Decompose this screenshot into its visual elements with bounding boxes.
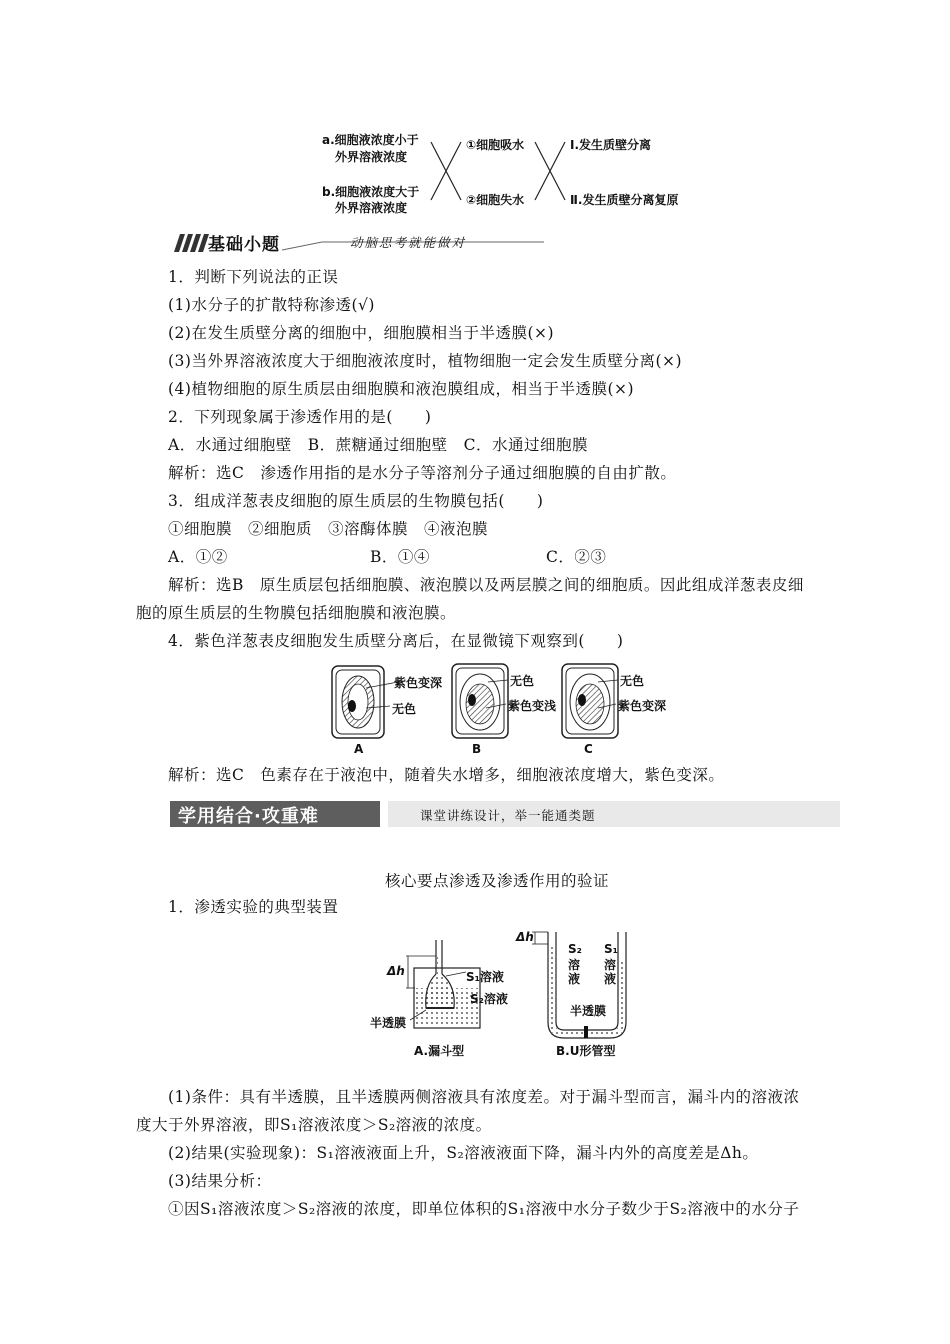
utube-membrane-label: 半透膜	[570, 1004, 607, 1018]
matching-diagram	[315, 128, 695, 218]
cell-a-label-1: 紫色变深	[394, 676, 443, 690]
stripes-icon	[172, 232, 212, 254]
q1-stem: 1．判断下列说法的正误	[168, 268, 339, 286]
utube-s1-2: 溶	[604, 958, 617, 972]
core-title: 核心要点渗透及渗透作用的验证	[385, 872, 610, 890]
q4-analysis: 解析：选C 色素存在于液泡中，随着失水增多，细胞液浓度增大，紫色变深。	[168, 766, 725, 784]
funnel-s2-label: S₂溶液	[470, 992, 508, 1006]
q2-stem: 2．下列现象属于渗透作用的是( )	[168, 408, 432, 426]
cell-a-caption: A	[354, 742, 364, 756]
utube-s2-2: 溶	[568, 958, 581, 972]
cell-b-caption: B	[472, 742, 482, 756]
q3-analysis-1: 解析：选B 原生质层包括细胞膜、液泡膜以及两层膜之间的细胞质。因此组成洋葱表皮细	[168, 576, 804, 594]
q3-items: ①细胞膜 ②细胞质 ③溶酶体膜 ④液泡膜	[168, 520, 489, 538]
q3-option-c: C．②③	[546, 548, 607, 566]
utube-s1-3: 液	[604, 972, 617, 986]
utube-s2-3: 液	[568, 972, 581, 986]
cell-a-label-2: 无色	[392, 702, 417, 716]
q2-options: A．水通过细胞壁 B．蔗糖通过细胞壁 C．水通过细胞膜	[168, 436, 588, 454]
core-c1a: (1)条件：具有半透膜，且半透膜两侧溶液具有浓度差。对于漏斗型而言，漏斗内的溶液浓	[168, 1088, 800, 1106]
section2-title: 学用结合·攻重难	[178, 806, 319, 827]
funnel-caption: A.漏斗型	[414, 1044, 465, 1058]
section2-subtitle: 课堂讲练设计，举一能通类题	[420, 808, 596, 823]
utube-s2-1: S₂	[568, 942, 582, 956]
match-m1: ①细胞吸水	[466, 138, 525, 152]
match-a-line1: a.细胞液浓度小于	[322, 133, 419, 147]
core-c2: (2)结果(实验现象)：S₁溶液液面上升，S₂溶液液面下降，漏斗内外的高度差是Δh。	[168, 1144, 759, 1162]
q1-s4: (4)植物细胞的原生质层由细胞膜和液泡膜组成，相当于半透膜(×)	[168, 380, 635, 398]
match-r2: Ⅱ.发生质壁分离复原	[570, 193, 679, 207]
core-c3: (3)结果分析：	[168, 1172, 272, 1190]
q3-analysis-2: 胞的原生质层的生物膜包括细胞膜和液泡膜。	[136, 604, 457, 622]
section-subtitle: 动脑思考就能做对	[350, 235, 467, 250]
match-r1: Ⅰ.发生质壁分离	[570, 138, 652, 152]
q1-s3: (3)当外界溶液浓度大于细胞液浓度时，植物细胞一定会发生质壁分离(×)	[168, 352, 683, 370]
section-banner-key	[170, 799, 840, 829]
q3-option-b: B．①④	[370, 548, 430, 566]
match-a-line2: 外界溶液浓度	[335, 150, 408, 164]
section-banner-basic	[172, 230, 544, 254]
core-c1b: 度大于外界溶液，即S₁溶液浓度＞S₂溶液的浓度。	[136, 1116, 492, 1134]
q4-stem: 4．紫色洋葱表皮细胞发生质壁分离后，在显微镜下观察到( )	[168, 632, 624, 650]
cell-c-caption: C	[584, 742, 593, 756]
q2-analysis: 解析：选C 渗透作用指的是水分子等溶剂分子通过细胞膜的自由扩散。	[168, 464, 677, 482]
match-b-line1: b.细胞液浓度大于	[322, 185, 420, 199]
funnel-dh-label: Δh	[387, 964, 405, 978]
cell-b-label-1: 无色	[510, 674, 535, 688]
section-title: 基础小题	[208, 235, 280, 255]
funnel-s1-label: S₁溶液	[466, 970, 504, 984]
core-p1: 1．渗透实验的典型装置	[168, 898, 339, 916]
q3-stem: 3．组成洋葱表皮细胞的原生质层的生物膜包括( )	[168, 492, 544, 510]
match-m2: ②细胞失水	[466, 193, 525, 207]
utube-dh-label: Δh	[516, 930, 534, 944]
match-cross-lines	[315, 128, 695, 218]
match-b-line2: 外界溶液浓度	[335, 201, 408, 215]
q1-s2: (2)在发生质壁分离的细胞中，细胞膜相当于半透膜(×)	[168, 324, 555, 342]
q3-option-a: A．①②	[168, 548, 228, 566]
utube-s1-1: S₁	[604, 942, 618, 956]
q1-s1: (1)水分子的扩散特称渗透(√)	[168, 296, 375, 314]
utube-caption: B.U形管型	[556, 1044, 616, 1058]
cell-c-label-1: 无色	[620, 674, 645, 688]
core-c4: ①因S₁溶液浓度＞S₂溶液的浓度，即单位体积的S₁溶液中水分子数少于S₂溶液中的水分子	[168, 1200, 800, 1218]
cell-b-label-2: 紫色变浅	[508, 699, 557, 713]
funnel-membrane-label: 半透膜	[370, 1016, 407, 1030]
osmosis-figure	[370, 926, 670, 1066]
cell-c-label-2: 紫色变深	[618, 699, 667, 713]
cell-figure	[322, 660, 682, 760]
